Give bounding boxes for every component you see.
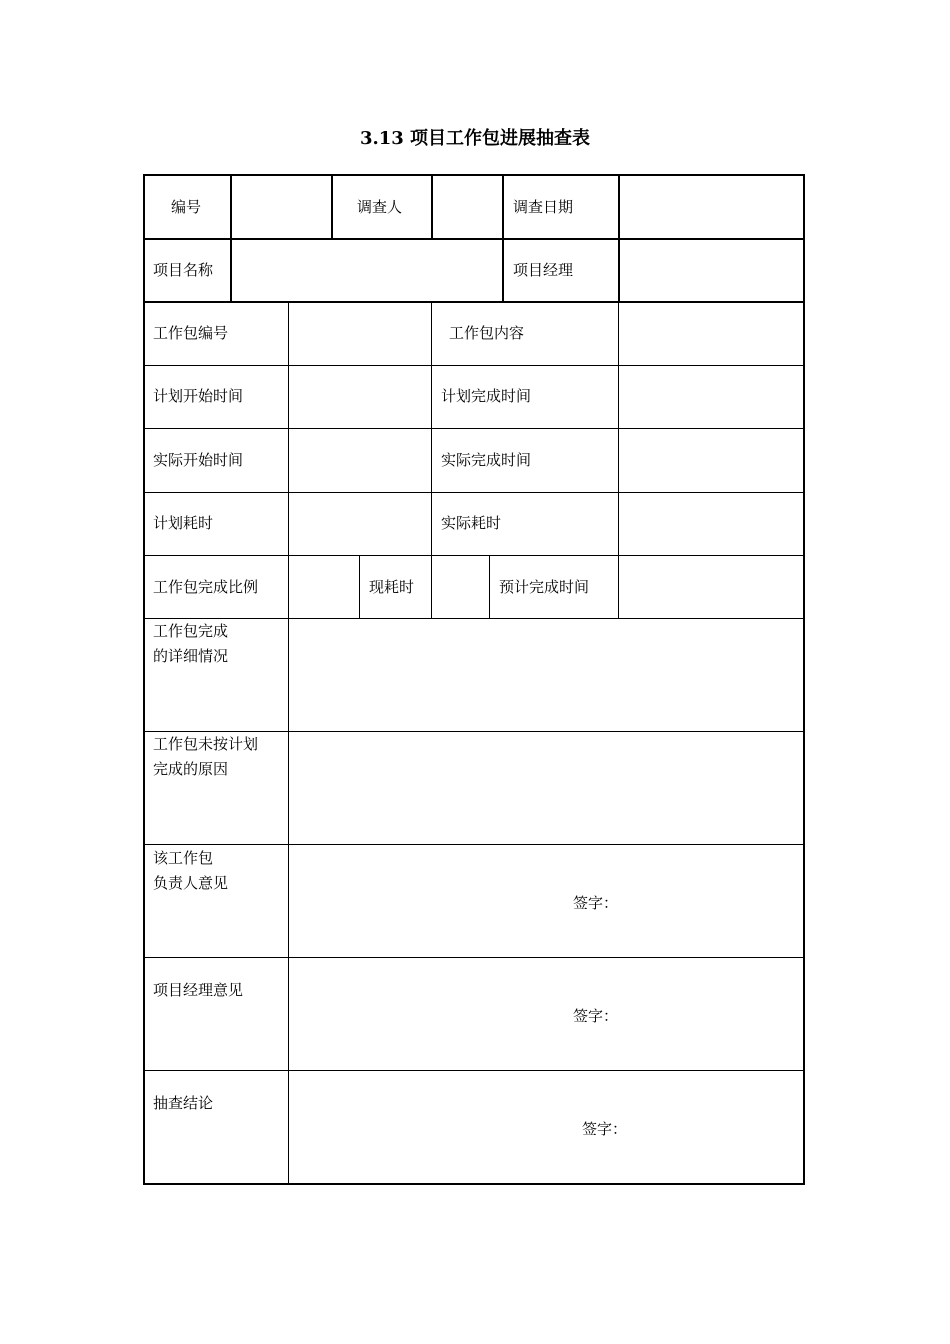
manager-opinion-field[interactable] (290, 959, 803, 1070)
planned-duration-field[interactable] (290, 493, 430, 555)
planned-start-label: 计划开始时间 (153, 387, 244, 405)
work-package-content-field[interactable] (620, 303, 803, 365)
delay-reason-field[interactable] (290, 733, 803, 844)
work-package-no-label: 工作包编号 (153, 324, 229, 342)
investigator-field[interactable] (434, 176, 501, 238)
owner-opinion-field[interactable] (290, 846, 803, 957)
current-duration-label: 现耗时 (369, 578, 415, 596)
planned-start-field[interactable] (290, 366, 430, 428)
completion-ratio-field[interactable] (290, 556, 358, 618)
owner-opinion-label-line2: 负责人意见 (153, 874, 229, 892)
actual-duration-label: 实际耗时 (441, 514, 502, 532)
estimated-finish-label: 预计完成时间 (499, 578, 590, 596)
investigator-label: 调查人 (357, 198, 403, 216)
conclusion-signature-label: 签字： (582, 1120, 628, 1138)
owner-signature-label: 签字： (573, 894, 619, 912)
completion-detail-label-line2: 的详细情况 (153, 647, 229, 665)
page-title: 3.13 项目工作包进展抽查表 (359, 128, 591, 149)
completion-detail-label-line1: 工作包完成 (153, 622, 229, 640)
serial-no-field[interactable] (233, 176, 330, 238)
survey-date-label: 调查日期 (513, 198, 574, 216)
serial-no-label: 编号 (171, 198, 202, 216)
actual-finish-field[interactable] (620, 429, 803, 491)
actual-finish-label: 实际完成时间 (441, 451, 532, 469)
project-manager-label: 项目经理 (513, 261, 574, 279)
conclusion-label: 抽查结论 (153, 1094, 214, 1112)
delay-reason-label-line2: 完成的原因 (153, 760, 229, 778)
conclusion-field[interactable] (290, 1072, 803, 1183)
estimated-finish-field[interactable] (620, 556, 803, 618)
project-manager-field[interactable] (621, 240, 803, 301)
planned-finish-field[interactable] (620, 366, 803, 428)
inspection-form (143, 174, 805, 1185)
completion-detail-field[interactable] (290, 620, 803, 731)
actual-duration-field[interactable] (620, 493, 803, 555)
manager-opinion-label: 项目经理意见 (153, 981, 244, 999)
manager-signature-label: 签字： (573, 1007, 619, 1025)
planned-finish-label: 计划完成时间 (441, 387, 532, 405)
owner-opinion-label-line1: 该工作包 (153, 849, 214, 867)
work-package-content-label: 工作包内容 (449, 324, 525, 342)
actual-start-label: 实际开始时间 (153, 451, 244, 469)
current-duration-field[interactable] (433, 556, 488, 618)
project-name-field[interactable] (233, 240, 501, 301)
completion-ratio-label: 工作包完成比例 (153, 578, 259, 596)
work-package-no-field[interactable] (290, 303, 430, 365)
survey-date-field[interactable] (621, 176, 803, 238)
planned-duration-label: 计划耗时 (153, 514, 214, 532)
delay-reason-label-line1: 工作包未按计划 (153, 735, 259, 753)
project-name-label: 项目名称 (153, 261, 214, 279)
actual-start-field[interactable] (290, 429, 430, 491)
